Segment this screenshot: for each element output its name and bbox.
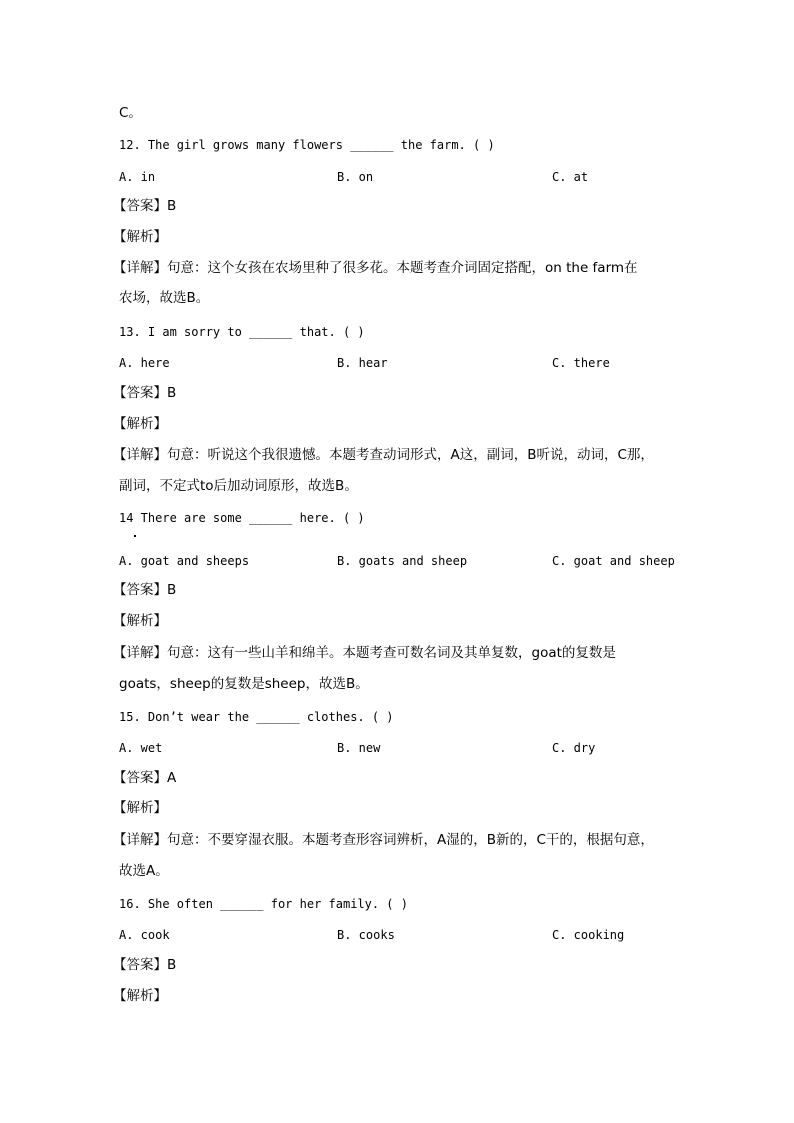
option-a: A. cook xyxy=(119,928,170,942)
detail-line: 农场，故选B。 xyxy=(119,290,210,306)
question-stem: 12. The girl grows many flowers ______ the farm. ( ) xyxy=(119,138,495,152)
option-b: B. new xyxy=(337,741,381,755)
option-c: C. dry xyxy=(552,741,596,755)
stray-dot xyxy=(134,535,136,537)
analysis-label: 【解析】 xyxy=(113,800,167,816)
answer-label: 【答案】B xyxy=(113,582,177,598)
option-c: C. there xyxy=(552,356,610,370)
analysis-label: 【解析】 xyxy=(113,613,167,629)
option-b: B. goats and sheep xyxy=(337,554,468,568)
detail-line: 故选A。 xyxy=(119,863,169,879)
option-c: C. at xyxy=(552,170,589,184)
option-a: A. in xyxy=(119,170,156,184)
answer-label: 【答案】B xyxy=(113,198,177,214)
analysis-label: 【解析】 xyxy=(113,416,167,432)
option-b: B. hear xyxy=(337,356,388,370)
option-a: A. here xyxy=(119,356,170,370)
lead-text: C。 xyxy=(119,105,142,121)
detail-line: 【详解】句意：听说这个我很遗憾。本题考查动词形式，A这，副词，B听说，动词，C那， xyxy=(113,447,654,463)
answer-label: 【答案】B xyxy=(113,957,177,973)
detail-line: 【详解】句意：这个女孩在农场里种了很多花。本题考查介词固定搭配，on the farm在 xyxy=(113,260,638,276)
answer-label: 【答案】A xyxy=(113,770,177,786)
option-b: B. on xyxy=(337,170,374,184)
question-stem: 16. She often ______ for her family. ( ) xyxy=(119,897,408,911)
question-stem: 14 There are some ______ here. ( ) xyxy=(119,511,365,525)
answer-label: 【答案】B xyxy=(113,385,177,401)
option-b: B. cooks xyxy=(337,928,395,942)
analysis-label: 【解析】 xyxy=(113,229,167,245)
detail-line: goats，sheep的复数是sheep，故选B。 xyxy=(119,676,369,692)
question-stem: 15. Don’t wear the ______ clothes. ( ) xyxy=(119,710,394,724)
option-c: C. goat and sheep xyxy=(552,554,675,568)
detail-line: 【详解】句意：不要穿湿衣服。本题考查形容词辨析，A湿的，B新的，C干的，根据句意， xyxy=(113,832,654,848)
analysis-label: 【解析】 xyxy=(113,988,167,1004)
detail-line: 副词，不定式to后加动词原形，故选B。 xyxy=(119,478,358,494)
detail-line: 【详解】句意：这有一些山羊和绵羊。本题考查可数名词及其单复数，goat的复数是 xyxy=(113,645,616,661)
question-stem: 13. I am sorry to ______ that. ( ) xyxy=(119,325,365,339)
option-c: C. cooking xyxy=(552,928,625,942)
option-a: A. goat and sheeps xyxy=(119,554,250,568)
option-a: A. wet xyxy=(119,741,163,755)
